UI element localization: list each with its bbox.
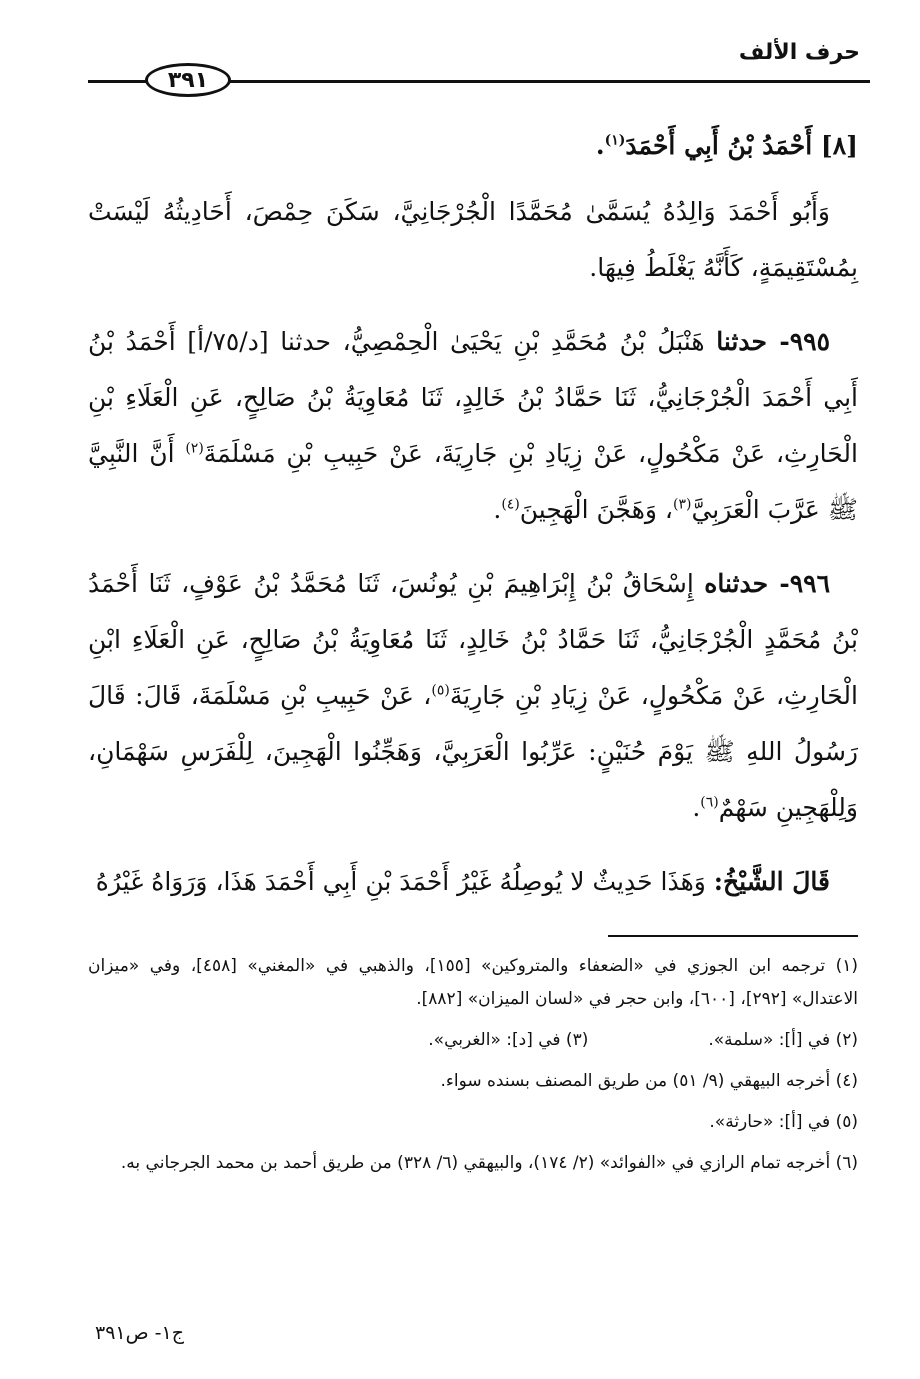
hadith-996-lead: ٩٩٦- حدثناه — [704, 569, 831, 598]
entry-intro: وَأَبُو أَحْمَدَ وَالِدُهُ يُسَمَّىٰ مُحَمَّدًا الْجُرْجَانِيَّ، سَكَنَ حِمْصَ، أَحَادِيثُهُ لَيْسَتْ بِمُسْتَقِيمَةٍ، كَأَنَّهُ يَغْلَطُ فِيهَا. — [88, 197, 858, 282]
page-number-badge — [145, 63, 231, 97]
hadith-995-text-4: . — [493, 495, 502, 524]
footnote-rule — [608, 935, 858, 937]
hadith-995-text-1: هَنْبَلُ بْنُ مُحَمَّدِ بْنِ يَحْيَىٰ الْحِمْصِيُّ، حدثنا [د/٧٥/أ] أَحْمَدُ بْنُ أَبِي أَحْمَدَ الْجُرْجَانِيُّ، ثَنَا حَمَّادُ بْنُ خَالِدٍ، ثَنَا مُعَاوِيَةُ بْنُ صَالِحٍ، عَنِ الْعَلَاءِ بْنِ الْحَارِثِ، عَنْ مَكْحُولٍ، عَنْ زِيَادِ بْنِ جَارِيَةَ، عَنْ حَبِيبِ بْنِ مَسْلَمَةَ — [88, 327, 858, 468]
hadith-996-text-2: ، عَنْ حَبِيبِ بْنِ مَسْلَمَةَ، قَالَ: قَالَ رَسُولُ اللهِ ﷺ يَوْمَ حُنَيْنٍ: عَرِّبُوا الْعَرَبِيَّ، وَهَجِّنُوا الْهَجِينَ، لِلْفَرَسِ سَهْمَانِ، وَلِلْهَجِينِ سَهْمٌ — [88, 681, 858, 822]
hadith-995-text-2: أَنَّ النَّبِيَّ ﷺ عَرَّبَ الْعَرَبِيَّ — [88, 439, 858, 524]
hadith-995 — [88, 314, 858, 538]
footnotes — [88, 950, 858, 1188]
footnote-ref-5[interactable]: (٥) — [431, 682, 450, 699]
footnote-ref-2[interactable]: (٢) — [185, 440, 204, 457]
hadith-996-text-3: . — [692, 793, 701, 822]
footnote-6: (٦) أخرجه تمام الرازي في «الفوائد» (٢/ ١٧٤)، والبيهقي (٦/ ٣٢٨) من طريق أحمد بن محمد الجرجاني به. — [120, 1153, 858, 1173]
shaykh-lead: قَالَ الشَّيْخُ: — [713, 867, 830, 896]
page-number: ٣٩١ — [167, 67, 209, 93]
shaykh-comment — [88, 854, 858, 910]
footnote-2: (٢) في [أ]: «سلمة». — [708, 1030, 858, 1050]
entry-title-text: [٨] أَحْمَدُ بْنُ أَبِي أَحْمَدَ — [625, 131, 858, 160]
running-head: حرف الألف — [738, 40, 860, 65]
footnote-3: (٣) في [د]: «الغربي». — [428, 1030, 589, 1050]
main-text — [88, 118, 858, 928]
footnote-ref-1[interactable]: (١) — [604, 132, 626, 149]
entry-title-end: . — [595, 131, 605, 160]
footnote-row-2-3 — [88, 1024, 858, 1057]
shaykh-text: وَهَذَا حَدِيثٌ لا يُوصِلُهُ غَيْرُ أَحْمَدَ بْنِ أَبِي أَحْمَدَ هَذَا، وَرَوَاهُ غَيْرُهُ — [95, 867, 706, 896]
footnote-ref-6[interactable]: (٦) — [700, 794, 719, 811]
footnote-5: (٥) في [أ]: «حارثة». — [709, 1112, 858, 1132]
footnote-ref-4[interactable]: (٤) — [501, 496, 520, 513]
footnote-ref-3[interactable]: (٣) — [672, 496, 692, 513]
volume-page-reference: ج١- ص٣٩١ — [95, 1322, 184, 1344]
hadith-995-text-3: ، وَهَجَّنَ الْهَجِينَ — [519, 495, 673, 524]
footnote-4: (٤) أخرجه البيهقي (٩/ ٥١) من طريق المصنف بسنده سواء. — [440, 1071, 858, 1091]
entry-title — [88, 118, 858, 174]
hadith-996 — [88, 556, 858, 836]
hadith-996-text-1: إِسْحَاقُ بْنُ إِبْرَاهِيمَ بْنِ يُونُسَ، ثَنَا مُحَمَّدُ بْنُ عَوْفٍ، ثَنَا أَحْمَدُ بْنُ مُحَمَّدٍ الْجُرْجَانِيُّ، ثَنَا حَمَّادُ بْنُ خَالِدٍ، ثَنَا مُعَاوِيَةُ بْنُ صَالِحٍ، عَنِ الْعَلَاءِ ابْنِ الْحَارِثِ، عَنْ مَكْحُولٍ، عَنْ زِيَادِ بْنِ جَارِيَةَ — [88, 569, 858, 710]
hadith-995-lead: ٩٩٥- حدثنا — [716, 327, 831, 356]
footnote-1: (١) ترجمه ابن الجوزي في «الضعفاء والمتروكين» [١٥٥]، والذهبي في «المغني» [٤٥٨]، وفي «ميزان الاعتدال» [٢٩٢]، [٦٠٠]، وابن حجر في «لسان الميزان» [٨٨٢]. — [88, 956, 859, 1009]
